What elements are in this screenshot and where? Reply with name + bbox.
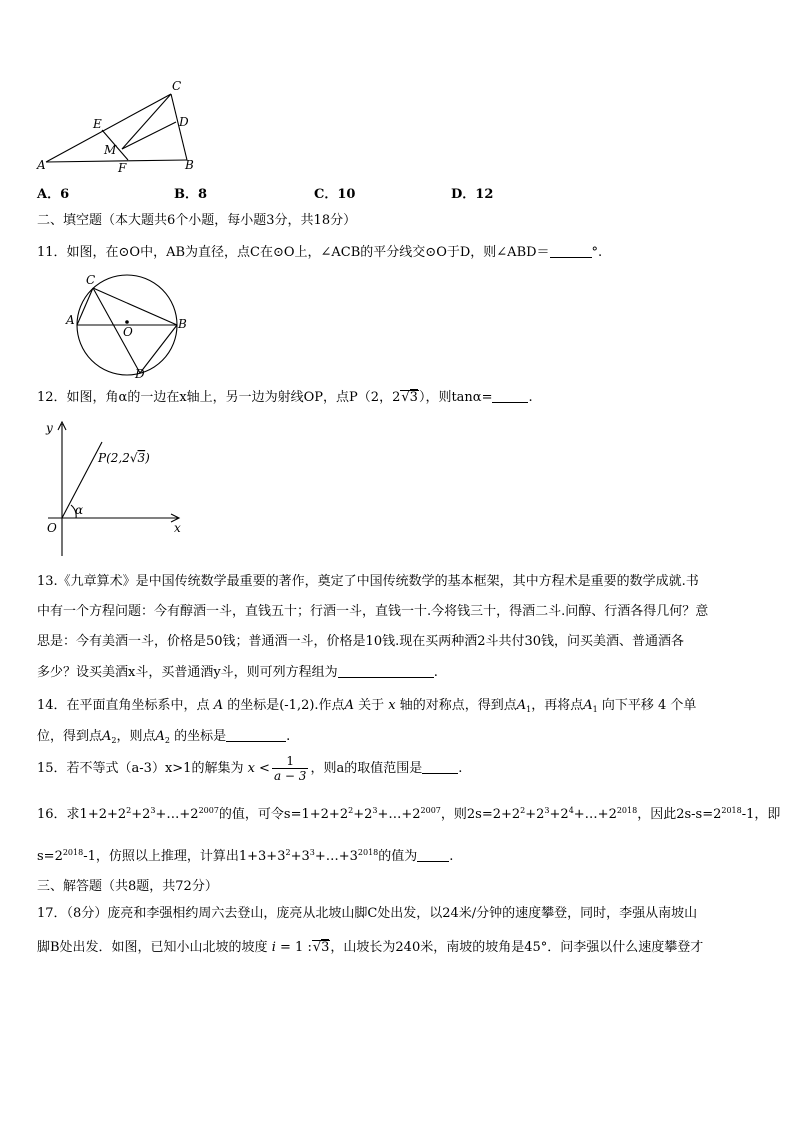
q15-text-2: ，则a的取值范围是 — [310, 761, 423, 776]
q14-point-a1-2: A — [583, 698, 593, 713]
section-3-title: 三、解答题（共8题，共72分） — [37, 879, 218, 894]
q15-text: 15．若不等式（a-3）x>1的解集为 — [37, 761, 244, 776]
label-C: C — [172, 79, 182, 93]
q16-e11: 2018 — [721, 806, 742, 815]
q14-text-i: 的坐标是 — [174, 729, 227, 744]
q12-end: . — [528, 390, 533, 405]
q16-t1: 16．求1+2+2 — [37, 807, 127, 822]
q14-sub-1: 1 — [526, 705, 532, 714]
q11-answer-blank — [550, 244, 592, 258]
q16-t15: +3 — [290, 849, 310, 864]
q16-t5: +2 — [353, 807, 373, 822]
label-M: M — [104, 143, 117, 157]
origin-label: O — [47, 521, 57, 535]
angle-figure — [40, 418, 190, 563]
alpha-label: α — [75, 503, 84, 517]
q16-t11: ，因此2s-s=2 — [637, 807, 722, 822]
q16-end: . — [449, 849, 454, 864]
q14-text-d: 轴的对称点，得到点 — [399, 698, 517, 713]
q14-point-a: A — [213, 698, 224, 713]
q17-text-b: ，山坡长为240米，南坡的坡角是45°．问李强以什么速度攀登才 — [330, 940, 704, 955]
q16-t6: +…+2 — [377, 807, 421, 822]
question-13-line-1: 13.《九章算术》是中国传统数学最重要的著作，奠定了中国传统数学的基本框架，其中方程术是重要的数学成就.书 — [37, 574, 699, 589]
q14-text-a: 14．在平面直角坐标系中，点 — [37, 698, 210, 713]
q16-t14: -1，仿照以上推理，计算出1+3+3 — [83, 849, 286, 864]
q14-text-f: 向下平移 4 个单 — [601, 698, 697, 713]
q14-text-g: 位，得到点 — [37, 729, 103, 744]
q16-e2: 3 — [150, 806, 156, 815]
q15-fraction — [272, 754, 308, 783]
circle-label-C: C — [86, 273, 96, 287]
q10-option-b: B．8 — [174, 187, 208, 202]
label-A: A — [37, 158, 46, 172]
q16-e6: 2007 — [420, 806, 441, 815]
q14-point-a1: A — [516, 698, 527, 713]
circle-label-B: B — [178, 317, 187, 331]
axis-label-x: x — [174, 521, 181, 535]
question-17-line-2 — [37, 939, 703, 957]
q16-e13: 2 — [285, 848, 291, 857]
q16-e7: 2 — [520, 806, 526, 815]
q16-e10: 2018 — [616, 806, 638, 815]
q14-x: x — [388, 698, 396, 713]
q14-text-h: ，则点 — [116, 729, 156, 744]
q14-end: . — [286, 729, 291, 744]
question-16-line-2 — [37, 848, 453, 866]
q16-e4: 2 — [348, 806, 354, 815]
q15-numerator: 1 — [272, 754, 308, 769]
q14-point-a2: A — [102, 729, 112, 744]
q12-radicand: 3 — [409, 390, 418, 405]
question-11 — [37, 244, 602, 262]
q16-e15: 2018 — [357, 848, 379, 857]
q16-answer-blank — [417, 848, 449, 862]
q14-sub-2b: 2 — [164, 736, 170, 745]
q16-t10: +…+2 — [573, 807, 617, 822]
circle-figure — [60, 270, 195, 382]
q14-point-a2-2: A — [155, 729, 165, 744]
q16-t2: +2 — [131, 807, 151, 822]
q15-denominator: a − 3 — [273, 769, 307, 783]
q14-point-a-2: A — [344, 698, 354, 713]
question-14-line-2 — [37, 728, 290, 746]
question-16-line-1 — [37, 806, 780, 824]
q16-e14: 3 — [309, 848, 315, 857]
question-13-line-3: 思是：今有美酒一斗，价格是50钱；普通酒一斗，价格是10钱.现在买两种酒2斗共付30钱，问买美酒、普通酒各 — [37, 634, 685, 649]
q14-text-c: 关于 — [358, 698, 385, 713]
q14-sub-2: 2 — [111, 736, 117, 745]
q12-text: 12．如图，角α的一边在x轴上，另一边为射线OP，点P（2，2 — [37, 390, 401, 405]
q15-lhs: x < — [247, 761, 270, 776]
question-17-line-1: 17．（8分）庞亮和李强相约周六去登山，庞亮从北坡山脚C处出发，以24米/分钟的速度攀登，同时，李强从南坡山 — [37, 906, 698, 921]
circle-label-O: O — [123, 325, 133, 339]
q17-sqrt: √3 — [312, 940, 330, 955]
q16-t16: +…+3 — [314, 849, 358, 864]
q16-t17: 的值为 — [378, 849, 418, 864]
q14-text-e: ，再将点 — [531, 698, 584, 713]
q14-sub-1b: 1 — [592, 705, 598, 714]
q16-e3: 2007 — [198, 806, 219, 815]
circle-label-D: D — [135, 367, 145, 381]
q12-sqrt: √3 — [401, 390, 418, 405]
q16-e5: 3 — [372, 806, 378, 815]
label-E: E — [93, 117, 102, 131]
q11-text: 11．如图，在⊙O中，AB为直径，点C在⊙O上，∠ACB的平分线交⊙O于D，则∠ABD＝ — [37, 245, 550, 260]
q17-i: i — [271, 940, 276, 955]
q16-t3: +…+2 — [155, 807, 199, 822]
q16-t12: -1，即 — [741, 807, 781, 822]
q16-e9: 4 — [568, 806, 574, 815]
circle-label-A: A — [66, 313, 75, 327]
q12-text-2: ），则tanα= — [418, 390, 493, 405]
q10-option-c: C．10 — [314, 187, 356, 202]
q15-end: . — [458, 761, 463, 776]
label-F: F — [118, 161, 127, 175]
section-2-title: 二、填空题（本大题共6个小题，每小题3分，共18分） — [37, 213, 357, 228]
q13-answer-blank — [338, 664, 434, 678]
triangle-figure — [30, 76, 210, 180]
q16-t8: +2 — [525, 807, 545, 822]
q12-answer-blank — [492, 389, 528, 403]
q13-text: 多少？设买美酒x斗，买普通酒y斗，则可列方程组为 — [37, 665, 338, 680]
question-14-line-1 — [37, 697, 696, 715]
question-13-line-4 — [37, 664, 438, 682]
q10-option-a: A．6 — [37, 187, 70, 202]
question-15 — [37, 754, 462, 783]
q14-answer-blank — [226, 728, 286, 742]
q16-t4: 的值，可令s=1+2+2 — [218, 807, 349, 822]
q16-t9: +2 — [549, 807, 569, 822]
axis-label-y: y — [46, 421, 53, 435]
question-12 — [37, 389, 533, 407]
q17-text-a: 脚B处出发．如图，已知小山北坡的坡度 — [37, 940, 268, 955]
label-B: B — [185, 158, 194, 172]
q11-end: °. — [591, 245, 603, 260]
q10-option-d: D．12 — [451, 187, 494, 202]
q16-e8: 3 — [544, 806, 550, 815]
label-D: D — [179, 115, 189, 129]
q14-text-b: 的坐标是(-1,2).作点 — [227, 698, 345, 713]
q16-t7: ，则2s=2+2 — [440, 807, 521, 822]
q16-e1: 2 — [126, 806, 132, 815]
q13-end: . — [433, 665, 438, 680]
q16-t13: s=2 — [37, 849, 63, 864]
q16-e12: 2018 — [62, 848, 84, 857]
q17-ratio: = 1 : — [280, 940, 312, 955]
question-13-line-2: 中有一个方程问题：今有醇酒一斗，直钱五十；行酒一斗，直钱一十.今将钱三十，得酒二斗.问醇、行酒各得几何？意 — [37, 604, 709, 619]
q17-radicand: 3 — [321, 940, 330, 955]
q15-answer-blank — [422, 760, 458, 774]
point-p-label: P(2,2√3) — [98, 451, 150, 465]
